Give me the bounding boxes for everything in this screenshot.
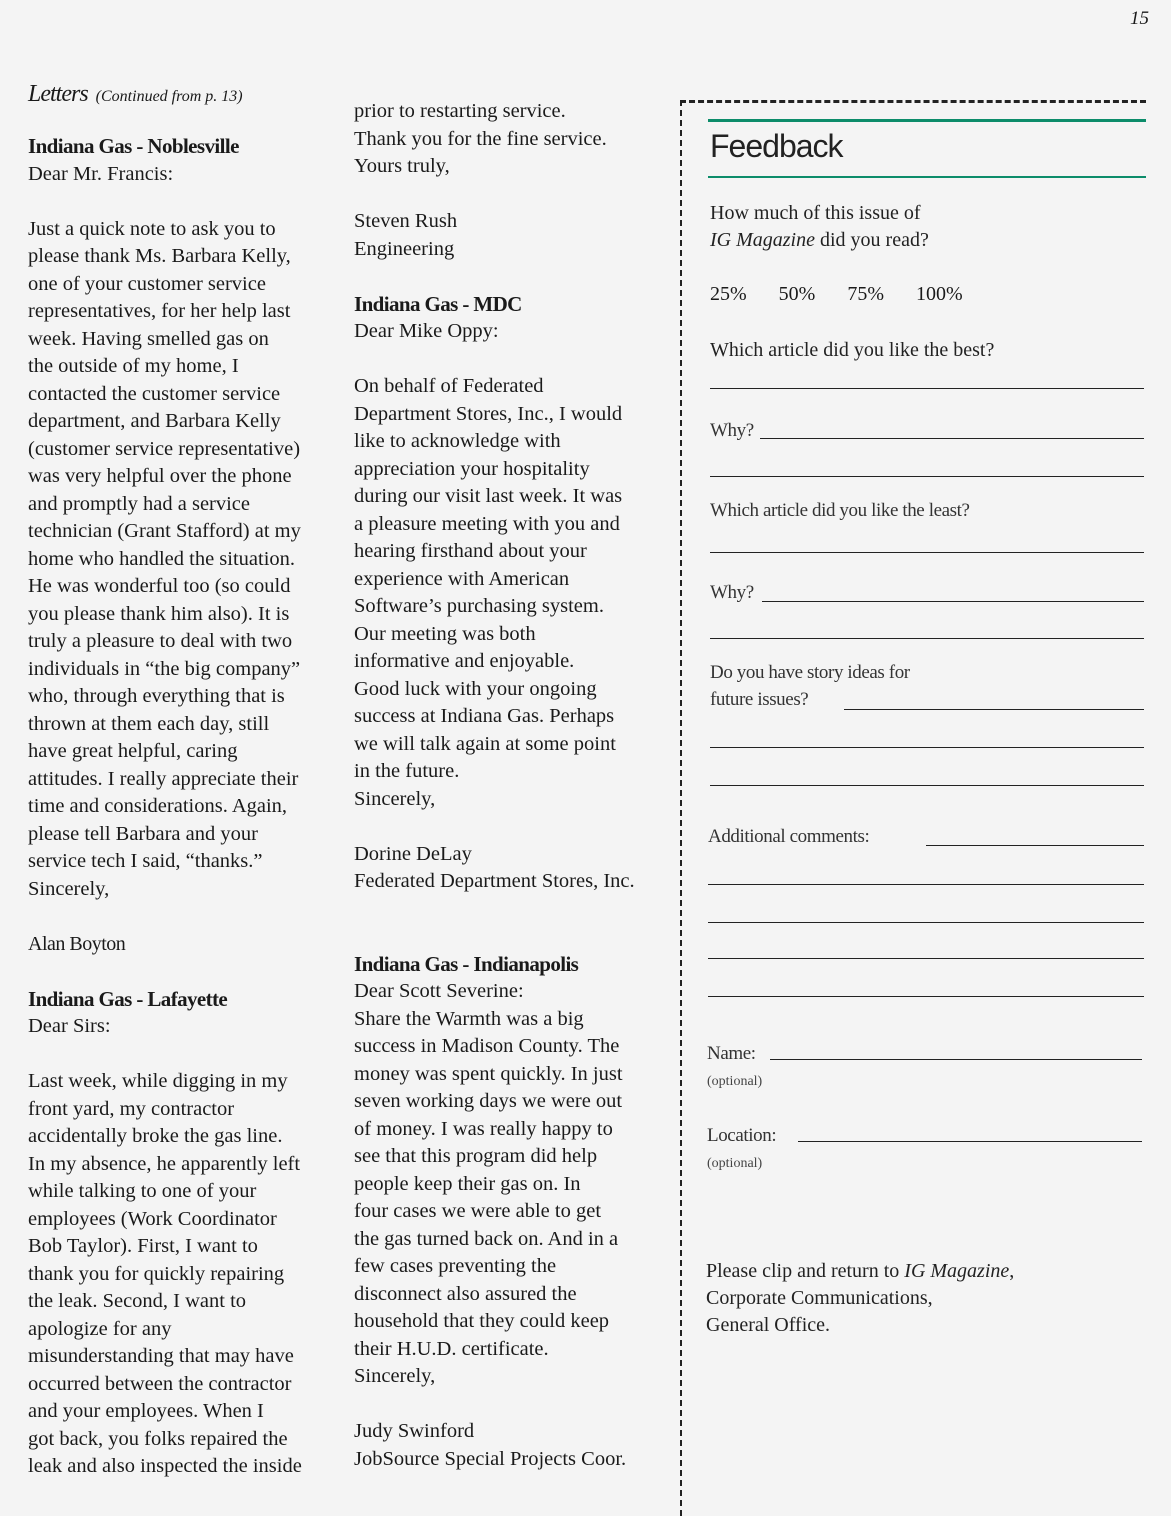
letter-line: people keep their gas on. In — [354, 1172, 581, 1195]
letter-line: the gas turned back on. And in a — [354, 1227, 619, 1250]
letter-line: Bob Taylor). First, I want to — [28, 1235, 258, 1257]
letter-title-noblesville: Indiana Gas - Noblesville — [28, 134, 239, 158]
signature — [354, 1418, 659, 1473]
coupon-cut-line-left — [680, 100, 682, 1516]
letter-line: household that they could keep — [354, 1310, 610, 1332]
answer-line-comments-2[interactable] — [708, 884, 1144, 885]
location-optional: (optional) — [707, 1156, 763, 1171]
letter-line: technician (Grant Stafford) at my — [28, 520, 301, 542]
answer-line-ideas[interactable] — [844, 709, 1144, 710]
salutation: Dear Scott Severine: — [354, 980, 524, 1002]
letter-line: prior to restarting service. — [354, 100, 566, 122]
letter-line: got back, you folks repaired the — [28, 1427, 288, 1450]
salutation: Dear Sirs: — [28, 1015, 111, 1037]
answer-line-best[interactable] — [710, 388, 1144, 389]
answer-line-comments-5[interactable] — [708, 996, 1144, 997]
answer-line-ideas-2[interactable] — [710, 747, 1144, 748]
letter-line: Engineering — [354, 237, 455, 260]
letter-line: success at Indiana Gas. Perhaps — [354, 705, 615, 727]
location-label: Location: — [707, 1125, 777, 1146]
signature — [354, 841, 659, 896]
answer-line-why-best[interactable] — [760, 438, 1144, 439]
letter-line: Sincerely, — [28, 877, 110, 900]
percent-options[interactable] — [710, 283, 995, 306]
location-line[interactable] — [798, 1141, 1142, 1142]
name-label: Name: — [707, 1043, 756, 1064]
letter-line: please tell Barbara and your — [28, 822, 258, 845]
letter-line: you please thank him also). It is — [28, 602, 290, 625]
name-optional: (optional) — [707, 1074, 763, 1089]
letters-column-1 — [28, 80, 338, 1481]
letter-line: Software’s purchasing system. — [354, 595, 604, 617]
letter-line: seven working days we were out — [354, 1090, 623, 1112]
letter-line: He was wonderful too (so could — [28, 575, 291, 597]
salutation: Dear Mike Oppy: — [354, 320, 499, 342]
why-label: Why? — [710, 420, 754, 441]
letter-line: one of your customer service — [28, 272, 266, 295]
letter-line: few cases preventing the — [354, 1255, 557, 1277]
letter-line: truly a pleasure to deal with two — [28, 630, 293, 652]
question-least-article: Which article did you like the least? — [710, 500, 970, 521]
letter-line: informative and enjoyable. — [354, 650, 575, 672]
letter-line: thrown at them each day, still — [28, 712, 270, 735]
answer-line-comments[interactable] — [926, 845, 1144, 846]
letter-line: please thank Ms. Barbara Kelly, — [28, 245, 291, 267]
letter-line: their H.U.D. certificate. — [354, 1337, 549, 1360]
letter-line: In my absence, he apparently left — [28, 1152, 301, 1175]
letter-line: time and considerations. Again, — [28, 795, 288, 817]
answer-line-least[interactable] — [710, 552, 1144, 553]
letter-line: Federated Department Stores, Inc. — [354, 870, 635, 892]
letter-line: of money. I was really happy to — [354, 1117, 613, 1140]
letter-line: attitudes. I really appreciate their — [28, 767, 299, 790]
feedback-title: Feedback — [710, 128, 843, 164]
letter-line: Last week, while digging in my — [28, 1070, 288, 1092]
letters-column-2 — [354, 98, 659, 1473]
option-100[interactable]: 100% — [916, 283, 963, 305]
letter-line: Share the Warmth was a big — [354, 1007, 584, 1030]
letter-line: week. Having smelled gas on — [28, 327, 269, 350]
option-75[interactable]: 75% — [847, 283, 885, 305]
letter-line: department, and Barbara Kelly — [28, 410, 281, 432]
letter-line: Thank you for the fine service. — [354, 127, 607, 150]
letter-line: leak and also inspected the inside — [28, 1455, 302, 1477]
letter-line: front yard, my contractor — [28, 1097, 235, 1120]
letter-line: On behalf of Federated — [354, 375, 544, 397]
letter-line: thank you for quickly repairing — [28, 1262, 285, 1285]
letter-line: hearing firsthand about your — [354, 540, 587, 562]
letter-line: misunderstanding that may have — [28, 1345, 294, 1367]
letter-line: JobSource Special Projects Coor. — [354, 1447, 627, 1470]
letter-title-mdc: Indiana Gas - MDC — [354, 291, 522, 316]
letter-line: like to acknowledge with — [354, 430, 561, 452]
answer-line-why-least[interactable] — [762, 601, 1144, 602]
answer-line-ideas-3[interactable] — [710, 785, 1144, 786]
why-label: Why? — [710, 582, 754, 603]
letter-body-noblesville — [28, 216, 338, 904]
letter-line: and promptly had a service — [28, 492, 251, 515]
feedback-rule — [708, 176, 1146, 178]
letter-line: was very helpful over the phone — [28, 465, 292, 487]
letter-line: Good luck with your ongoing — [354, 677, 597, 700]
salutation: Dear Mr. Francis: — [28, 162, 174, 185]
letter-line: the leak. Second, I want to — [28, 1290, 247, 1312]
letter-line: occurred between the contractor — [28, 1372, 292, 1395]
letter-line: Our meeting was both — [354, 622, 536, 645]
option-50[interactable]: 50% — [778, 283, 816, 305]
letter-line: apologize for any — [28, 1317, 172, 1340]
letter-line: Steven Rush — [354, 210, 458, 232]
letter-line: service tech I said, “thanks.” — [28, 850, 263, 872]
letter-line: who, through everything that is — [28, 685, 285, 707]
letter-line: while talking to one of your — [28, 1180, 257, 1202]
letter-line: success in Madison County. The — [354, 1035, 620, 1057]
signature — [354, 208, 659, 263]
letters-heading: Letters (Continued from p. 13) — [28, 81, 243, 107]
letter-line: Judy Swinford — [354, 1420, 475, 1442]
coupon-cut-line-top — [680, 100, 1146, 103]
letter-line: representatives, for her help last — [28, 300, 291, 322]
letter-line: accidentally broke the gas line. — [28, 1125, 283, 1147]
letter-title-lafayette: Indiana Gas - Lafayette — [28, 986, 228, 1011]
letter-line: a pleasure meeting with you and — [354, 512, 620, 535]
question-story-ideas-2: future issues? — [710, 689, 809, 710]
letter-line: four cases we were able to get — [354, 1200, 602, 1222]
letter-line: Sincerely, — [354, 787, 436, 810]
question-story-ideas: Do you have story ideas for — [710, 662, 910, 683]
letter-line: Department Stores, Inc., I would — [354, 402, 623, 425]
letter-line: see that this program did help — [354, 1145, 598, 1167]
letter-line: home who handled the situation. — [28, 547, 296, 570]
return-instructions: Please clip and return to IG Magazine, Corporate Communications, General Office. — [706, 1260, 1015, 1336]
comments-label: Additional comments: — [708, 826, 870, 847]
letter-line: Yours truly, — [354, 155, 450, 177]
question-how-much: How much of this issue of IG Magazine did you read? — [710, 202, 929, 251]
letter-line: the outside of my home, I — [28, 355, 239, 377]
letter-line: money was spent quickly. In just — [354, 1062, 623, 1085]
continued-note: (Continued from p. 13) — [95, 88, 243, 105]
page-number: 15 — [1130, 8, 1149, 29]
option-25[interactable]: 25% — [710, 283, 747, 305]
letter-line: in the future. — [354, 760, 460, 782]
letter-line: contacted the customer service — [28, 382, 281, 405]
question-best-article: Which article did you like the best? — [710, 339, 995, 361]
letter-title-indianapolis: Indiana Gas - Indianapolis — [354, 951, 579, 976]
letter-body-lafayette — [28, 1068, 338, 1481]
feedback-rule — [708, 119, 1146, 122]
letter-line: Sincerely, — [354, 1365, 436, 1387]
letter-line: experience with American — [354, 567, 570, 590]
letter-line: (customer service representative) — [28, 437, 301, 460]
letter-line: employees (Work Coordinator — [28, 1207, 277, 1230]
letter-line: individuals in “the big company” — [28, 657, 301, 680]
letter-line: Dorine DeLay — [354, 842, 472, 865]
letter-line: Just a quick note to ask you to — [28, 217, 276, 240]
letter-line: and your employees. When I — [28, 1400, 264, 1422]
answer-line-why-least-2[interactable] — [710, 638, 1144, 639]
answer-line-comments-3[interactable] — [708, 922, 1144, 923]
letter-body-indianapolis — [354, 1006, 659, 1391]
signature: Alan Boyton — [28, 932, 126, 955]
answer-line-comments-4[interactable] — [708, 958, 1144, 959]
letter-continuation — [354, 98, 659, 181]
letter-line: disconnect also assured the — [354, 1282, 577, 1305]
name-line[interactable] — [770, 1059, 1142, 1060]
letter-line: we will talk again at some point — [354, 732, 616, 755]
letter-line: during our visit last week. It was — [354, 485, 623, 507]
answer-line-why-best-2[interactable] — [710, 476, 1144, 477]
letter-line: appreciation your hospitality — [354, 457, 590, 480]
letter-body-mdc — [354, 373, 659, 813]
letter-line: have great helpful, caring — [28, 740, 238, 762]
